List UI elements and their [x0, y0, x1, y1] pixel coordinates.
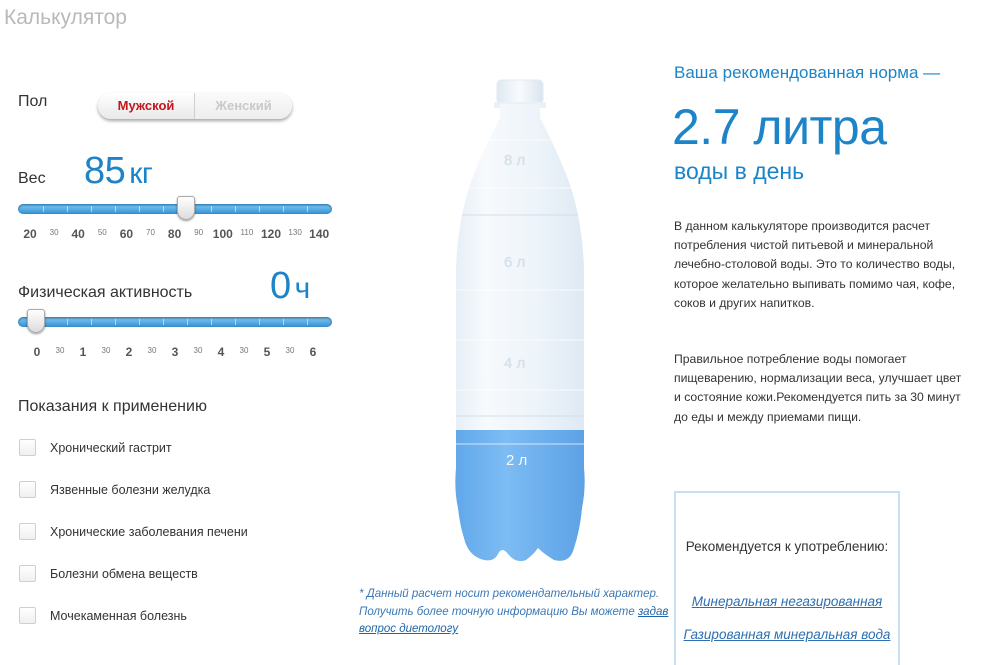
recommendation-amount: 2.7 литра — [672, 99, 887, 155]
gender-label: Пол — [18, 93, 48, 110]
activity-scale-minor-label: 30 — [55, 346, 65, 355]
slider-tick — [283, 319, 284, 325]
condition-checkbox[interactable] — [19, 607, 36, 624]
activity-slider-handle[interactable] — [27, 309, 45, 333]
weight-scale-label: 140 — [309, 227, 330, 241]
condition-checkbox[interactable] — [19, 523, 36, 540]
slider-tick — [307, 206, 308, 212]
condition-label: Хронический гастрит — [50, 441, 172, 455]
condition-item[interactable] — [19, 438, 349, 458]
condition-checkbox[interactable] — [19, 481, 36, 498]
activity-value: 0 — [270, 265, 291, 307]
weight-scale-minor-label: 70 — [146, 228, 155, 237]
bottle-label-8: 8 л — [504, 152, 526, 169]
gender-toggle[interactable] — [98, 93, 292, 119]
weight-scale-minor-label: 50 — [97, 228, 107, 237]
condition-label: Болезни обмена веществ — [50, 567, 198, 581]
water-level — [450, 430, 590, 568]
sparkling-mineral-water-link[interactable]: Газированная минеральная вода — [683, 627, 891, 642]
weight-scale-label: 40 — [71, 227, 85, 241]
bottle-label-2: 2 л — [506, 452, 528, 469]
gender-option-female[interactable]: Женский — [195, 93, 292, 119]
activity-scale-label: 0 — [33, 345, 41, 359]
weight-scale-label: 20 — [23, 227, 37, 241]
weight-slider-handle[interactable] — [177, 196, 195, 220]
slider-tick — [235, 206, 236, 212]
activity-scale-minor-label: 30 — [147, 346, 157, 355]
slider-tick — [211, 319, 212, 325]
slider-tick — [211, 206, 212, 212]
slider-tick — [139, 319, 140, 325]
activity-scale-label: 5 — [263, 345, 271, 359]
slider-tick — [115, 319, 116, 325]
activity-scale-minor-label: 30 — [193, 346, 203, 355]
activity-slider-track[interactable] — [18, 317, 332, 327]
water-bottle — [450, 78, 590, 568]
slider-tick — [91, 206, 92, 212]
weight-scale-label: 100 — [212, 227, 233, 241]
conditions-heading: Показания к применению — [18, 398, 207, 415]
condition-item[interactable] — [19, 480, 349, 500]
activity-scale-label: 4 — [217, 345, 225, 359]
description-paragraph-2: Правильное потребление воды помогает пищеварению, нормализации веса, улучшает цвет и состояние кожи.Рекомендуется пить за 30 минут до еды и между приемами пищи. — [674, 352, 962, 424]
condition-checkbox[interactable] — [19, 565, 36, 582]
weight-scale-label: 60 — [119, 227, 134, 241]
slider-tick — [235, 319, 236, 325]
recommended-products-box — [674, 491, 900, 665]
activity-scale-label: 3 — [171, 345, 179, 359]
slider-tick — [163, 206, 164, 212]
slider-tick — [67, 319, 68, 325]
activity-unit: ч — [294, 272, 310, 305]
slider-tick — [91, 319, 92, 325]
slider-tick — [67, 206, 68, 212]
slider-tick — [259, 206, 260, 212]
slider-tick — [139, 206, 140, 212]
activity-scale-minor-label: 30 — [101, 346, 111, 355]
slider-tick — [187, 319, 188, 325]
weight-scale-minor-label: 30 — [49, 228, 59, 237]
still-mineral-water-link[interactable]: Минеральная негазированная — [691, 594, 883, 609]
activity-scale-label: 6 — [309, 345, 317, 359]
weight-unit: кг — [129, 157, 153, 190]
weight-scale-label: 120 — [260, 227, 282, 241]
condition-label: Хронические заболевания печени — [50, 525, 248, 539]
page-title: Калькулятор — [4, 6, 127, 29]
description-paragraph-1: В данном калькуляторе производится расчет потребления чистой питьевой и минеральной лечебно-столовой воды. Это то количество воды, которое желательно выпивать помимо чая, кофе, соков и других напитков. — [674, 219, 956, 310]
slider-tick — [259, 319, 260, 325]
recommendation-intro: Ваша рекомендованная норма — — [674, 63, 941, 82]
weight-scale-minor-label: 130 — [288, 228, 302, 237]
bottle-label-6: 6 л — [504, 254, 526, 271]
slider-tick — [163, 319, 164, 325]
slider-tick — [43, 206, 44, 212]
condition-item[interactable] — [19, 606, 349, 626]
condition-label: Мочекаменная болезнь — [50, 609, 187, 623]
weight-scale-minor-label: 110 — [240, 228, 254, 237]
weight-scale — [0, 227, 360, 243]
disclaimer-text: * Данный расчет носит рекомендательный характер. Получить более точную информацию Вы можете — [359, 588, 660, 618]
activity-scale-label: 2 — [125, 345, 133, 359]
slider-tick — [283, 206, 284, 212]
condition-label: Язвенные болезни желудка — [50, 483, 211, 497]
slider-tick — [115, 206, 116, 212]
slider-tick — [307, 319, 308, 325]
weight-value-display — [84, 150, 152, 193]
weight-label: Вес — [18, 170, 46, 187]
activity-label: Физическая активность — [18, 284, 193, 301]
disclaimer-note — [359, 586, 669, 639]
condition-checkbox[interactable] — [19, 439, 36, 456]
bottle-label-4: 4 л — [504, 355, 526, 372]
recommendation-suffix: воды в день — [674, 158, 805, 184]
weight-scale-label: 80 — [167, 227, 182, 241]
activity-scale-minor-label: 30 — [239, 346, 249, 355]
weight-scale-minor-label: 90 — [194, 228, 204, 237]
weight-value: 85 — [84, 150, 126, 192]
activity-scale-minor-label: 30 — [285, 346, 295, 355]
activity-scale — [0, 345, 360, 361]
gender-option-male[interactable]: Мужской — [98, 93, 195, 119]
condition-item[interactable] — [19, 522, 349, 542]
ask-dietitian-link[interactable]: задав вопрос диетологу — [359, 605, 669, 635]
weight-slider-track[interactable] — [18, 204, 332, 214]
activity-value-display — [270, 265, 310, 308]
condition-item[interactable] — [19, 564, 349, 584]
recommended-products-title: Рекомендуется к употреблению: — [685, 539, 889, 554]
activity-scale-label: 1 — [79, 345, 87, 359]
